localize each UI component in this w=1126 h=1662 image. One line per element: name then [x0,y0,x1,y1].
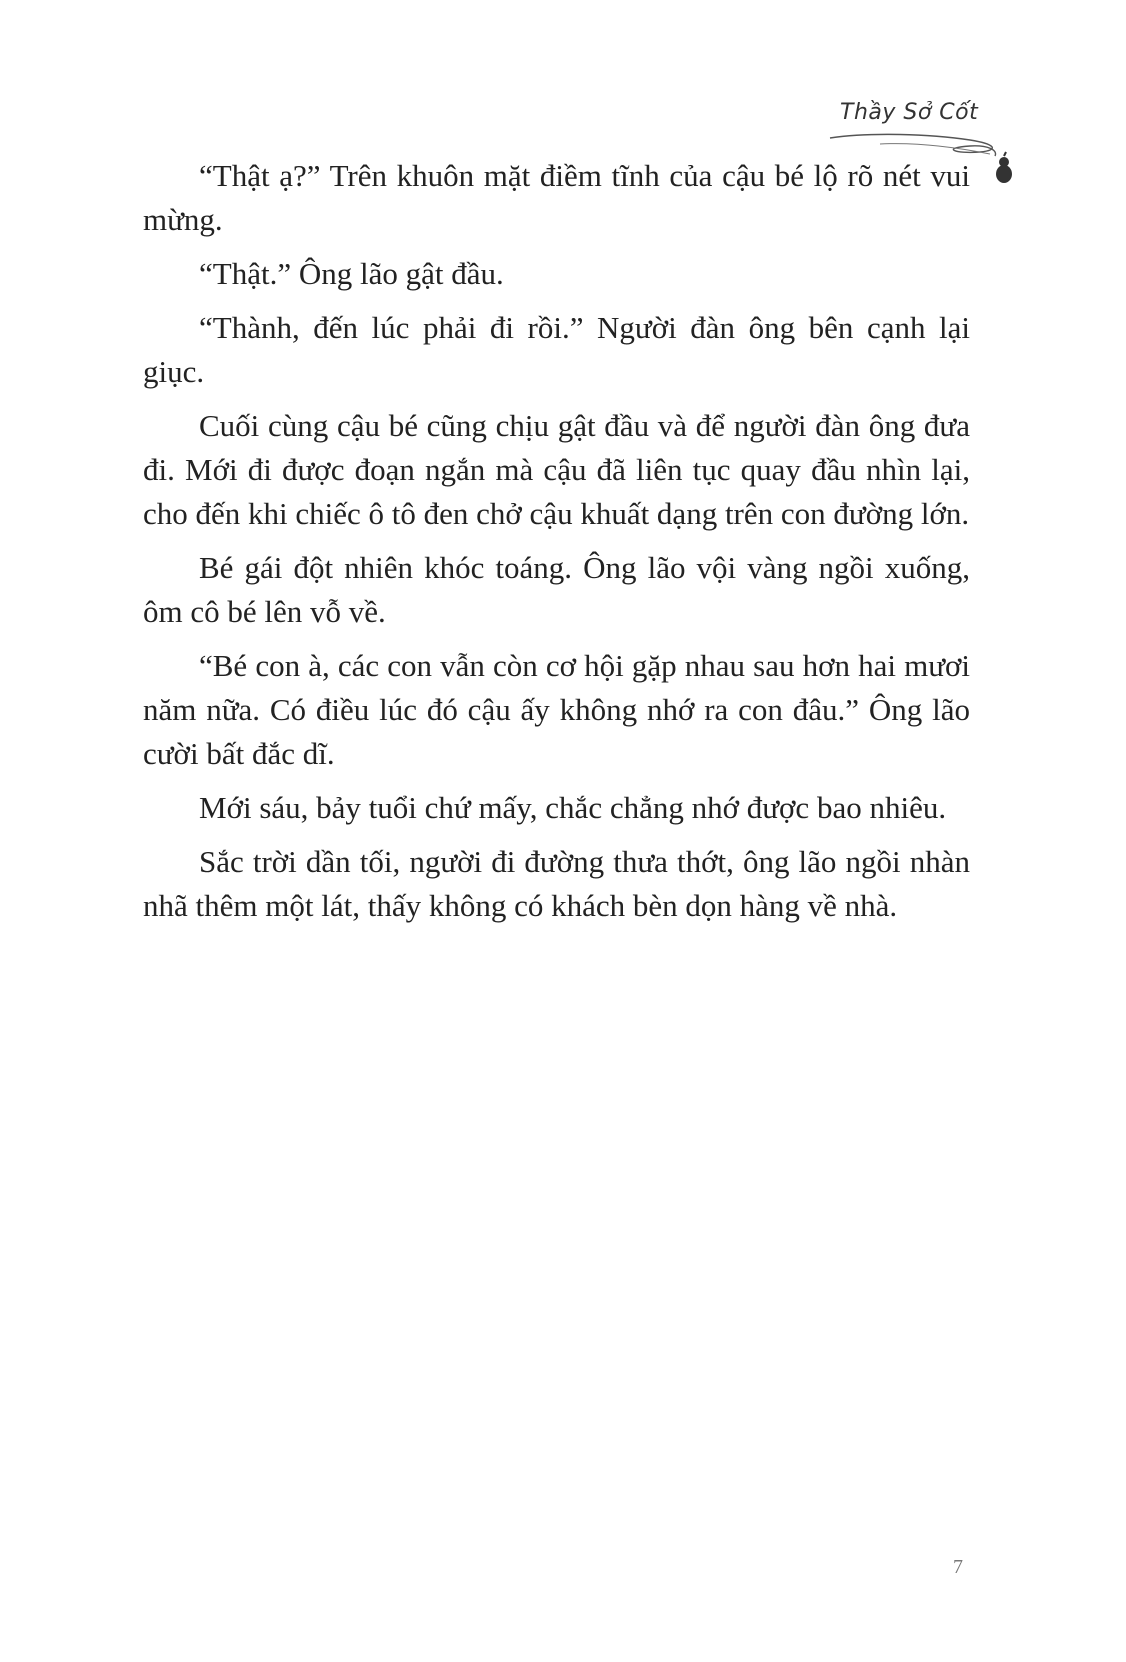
paragraph: Sắc trời dần tối, người đi đường thưa thớt, ông lão ngồi nhàn nhã thêm một lát, thấy không có khách bèn dọn hàng về nhà. [143,844,970,923]
paragraph: “Thành, đến lúc phải đi rồi.” Người đàn ông bên cạnh lại giục. [143,310,970,389]
paragraph: Cuối cùng cậu bé cũng chịu gật đầu và để người đàn ông đưa đi. Mới đi được đoạn ngắn mà cậu đã liên tục quay đầu nhìn lại, cho đến khi chiếc ô tô đen chở cậu khuất dạng trên con đường lớn. [143,408,970,531]
paragraph: “Thật.” Ông lão gật đầu. [199,256,504,291]
paragraph: “Bé con à, các con vẫn còn cơ hội gặp nhau sau hơn hai mươi năm nữa. Có điều lúc đó cậu ấy không nhớ ra con đâu.” Ông lão cười bất đắc dĩ. [143,648,970,771]
paragraph: Bé gái đột nhiên khóc toáng. Ông lão vội vàng ngồi xuống, ôm cô bé lên vỗ về. [143,550,970,629]
page-number: 7 [953,1556,963,1578]
chapter-text [143,154,970,938]
book-title: Thầy Sở Cốt [840,100,979,125]
paragraph: Mới sáu, bảy tuổi chứ mấy, chắc chẳng nhớ được bao nhiêu. [199,790,947,825]
paragraph: “Thật ạ?” Trên khuôn mặt điềm tĩnh của cậu bé lộ rõ nét vui mừng. [143,158,970,237]
